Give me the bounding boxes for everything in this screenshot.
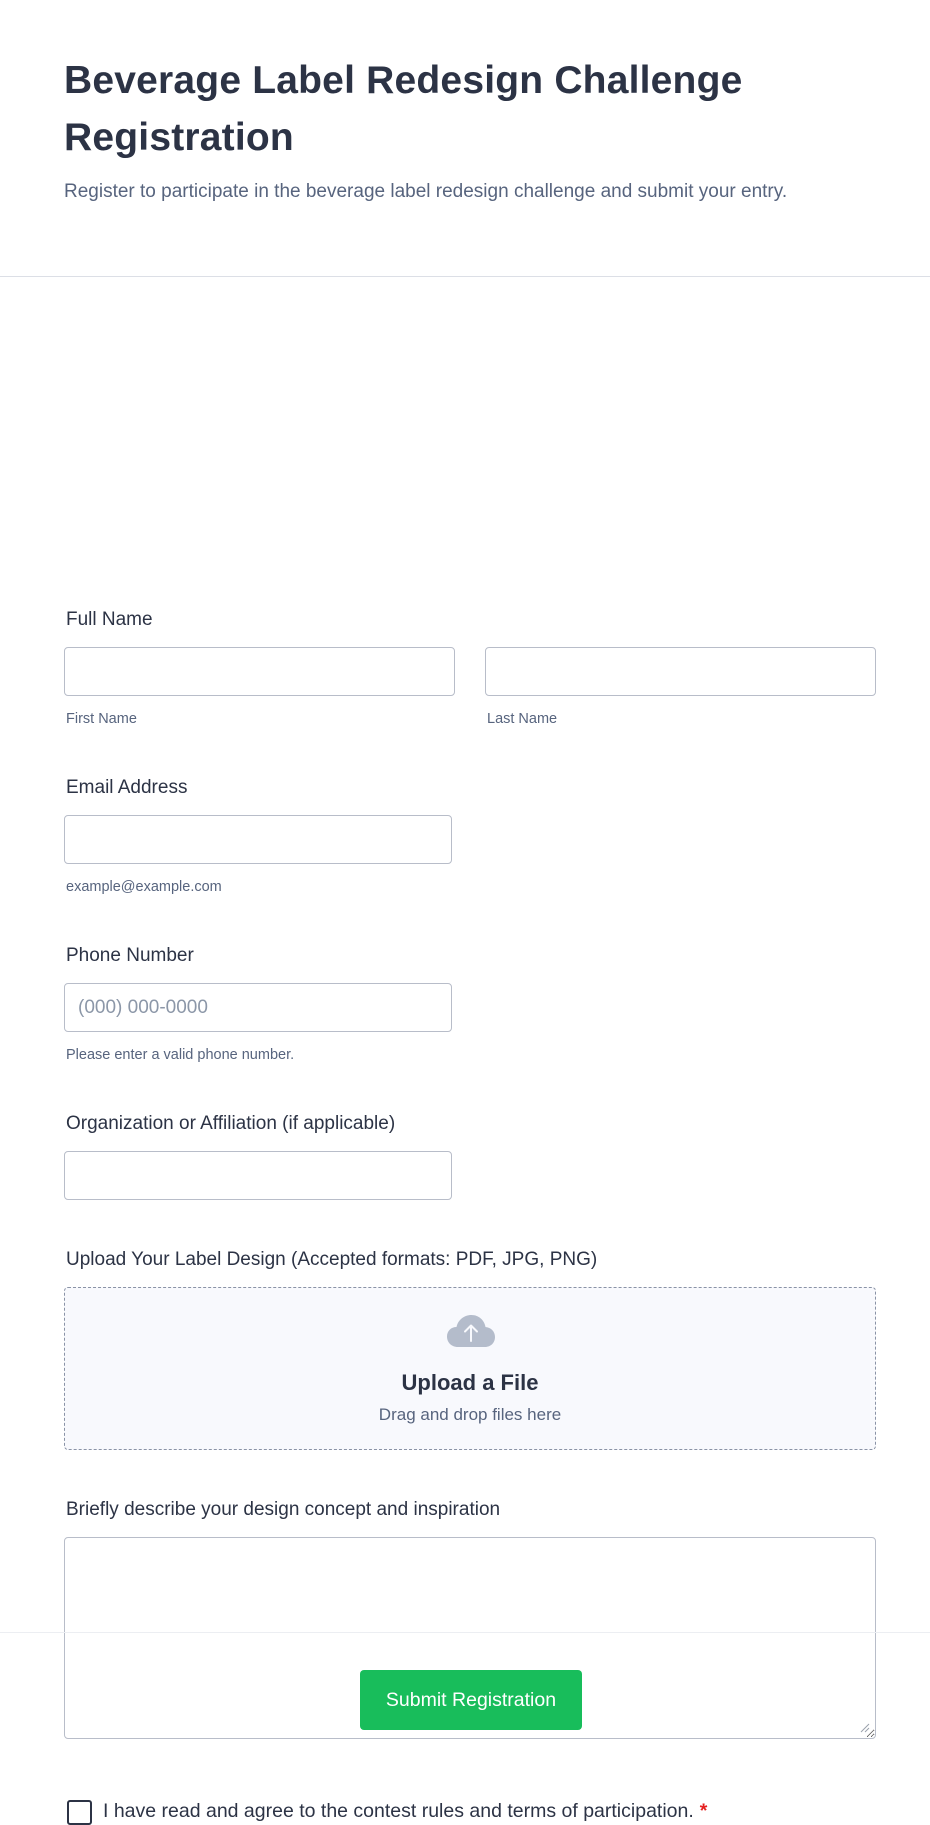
agreement-text: I have read and agree to the contest rules and terms of participation. (103, 1800, 694, 1822)
agreement-label[interactable] (103, 1800, 707, 1823)
organization-input[interactable] (64, 1151, 452, 1200)
organization-label: Organization or Affiliation (if applicable) (66, 1113, 396, 1134)
upload-hint: Drag and drop files here (378, 1405, 562, 1424)
email-field[interactable] (64, 815, 452, 864)
resize-handle-icon[interactable] (860, 1723, 870, 1733)
description-label: Briefly describe your design concept and inspiration (66, 1499, 501, 1520)
upload-title: Upload a File (401, 1370, 539, 1395)
phone-sublabel: Please enter a valid phone number. (66, 1047, 295, 1063)
page-title: Beverage Label Redesign Challenge Registration (64, 59, 743, 159)
required-asterisk: * (699, 1800, 708, 1822)
full-name-label: Full Name (66, 609, 153, 630)
file-upload-dropzone[interactable] (64, 1287, 876, 1450)
cloud-upload-icon (446, 1314, 496, 1348)
submit-button[interactable]: Submit Registration (360, 1670, 582, 1730)
last-name-sublabel: Last Name (487, 711, 558, 727)
page-subtitle: Register to participate in the beverage label redesign challenge and submit your entry. (64, 181, 788, 202)
last-name-input[interactable] (485, 647, 876, 696)
phone-input[interactable] (64, 983, 452, 1032)
upload-label: Upload Your Label Design (Accepted formats: PDF, JPG, PNG) (66, 1249, 598, 1270)
email-label: Email Address (66, 777, 188, 798)
email-sublabel: example@example.com (66, 879, 222, 895)
first-name-input[interactable] (64, 647, 455, 696)
phone-label: Phone Number (66, 945, 194, 966)
form-header (0, 0, 930, 277)
footer-divider (0, 1632, 930, 1633)
first-name-sublabel: First Name (66, 711, 137, 727)
agreement-checkbox[interactable] (67, 1800, 92, 1825)
